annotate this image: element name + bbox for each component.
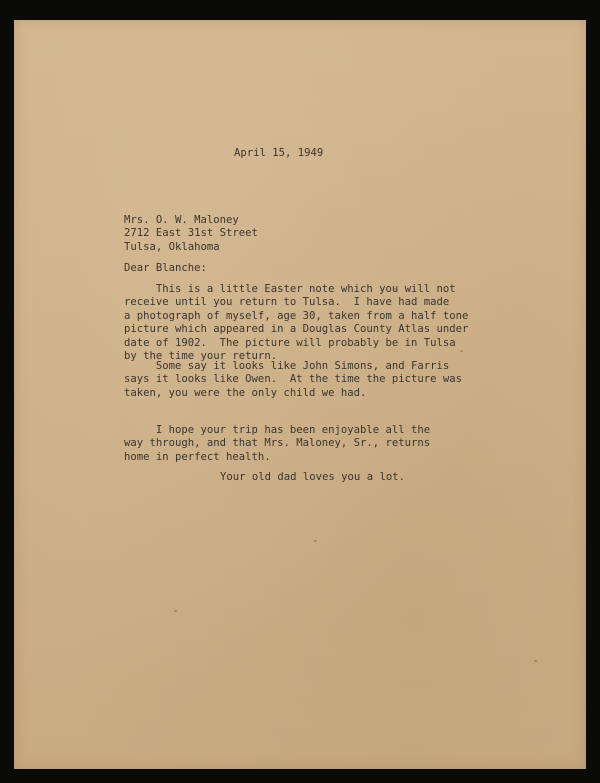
address-line: Mrs. O. W. Maloney	[124, 214, 239, 226]
paragraph-1	[124, 283, 468, 363]
text-line: by the time your return.	[124, 350, 278, 363]
paper-speck	[174, 610, 177, 612]
paragraph-3	[124, 424, 430, 464]
paper-speck	[314, 540, 317, 542]
salutation: Dear Blanche:	[124, 262, 207, 274]
closing-line: Your old dad loves you a lot.	[220, 471, 405, 483]
text-line: picture which appeared in a Douglas County Atlas under	[124, 323, 469, 336]
text-line: taken, you were the only child we had.	[124, 386, 367, 399]
text-line: Some say it looks like John Simons, and Farris	[124, 360, 450, 372]
address-line: 2712 East 31st Street	[124, 227, 258, 240]
address-line: Tulsa, Oklahoma	[124, 240, 220, 253]
paragraph-2	[124, 360, 462, 400]
letter-date: April 15, 1949	[234, 147, 324, 159]
paper-speck	[534, 660, 537, 662]
text-line: receive until you return to Tulsa. I have had made	[124, 296, 450, 309]
text-line: This is a little Easter note which you will not	[124, 283, 456, 295]
text-line: says it looks like Owen. At the time the picture was	[124, 373, 463, 386]
text-line: home in perfect health.	[124, 450, 271, 463]
text-line: I hope your trip has been enjoyable all the	[124, 424, 431, 436]
text-line: date of 1902. The picture will probably be in Tulsa	[124, 336, 456, 349]
text-line: way through, and that Mrs. Maloney, Sr., returns	[124, 437, 431, 450]
recipient-address	[124, 214, 258, 254]
text-line: a photograph of myself, age 30, taken from a half tone	[124, 309, 469, 322]
